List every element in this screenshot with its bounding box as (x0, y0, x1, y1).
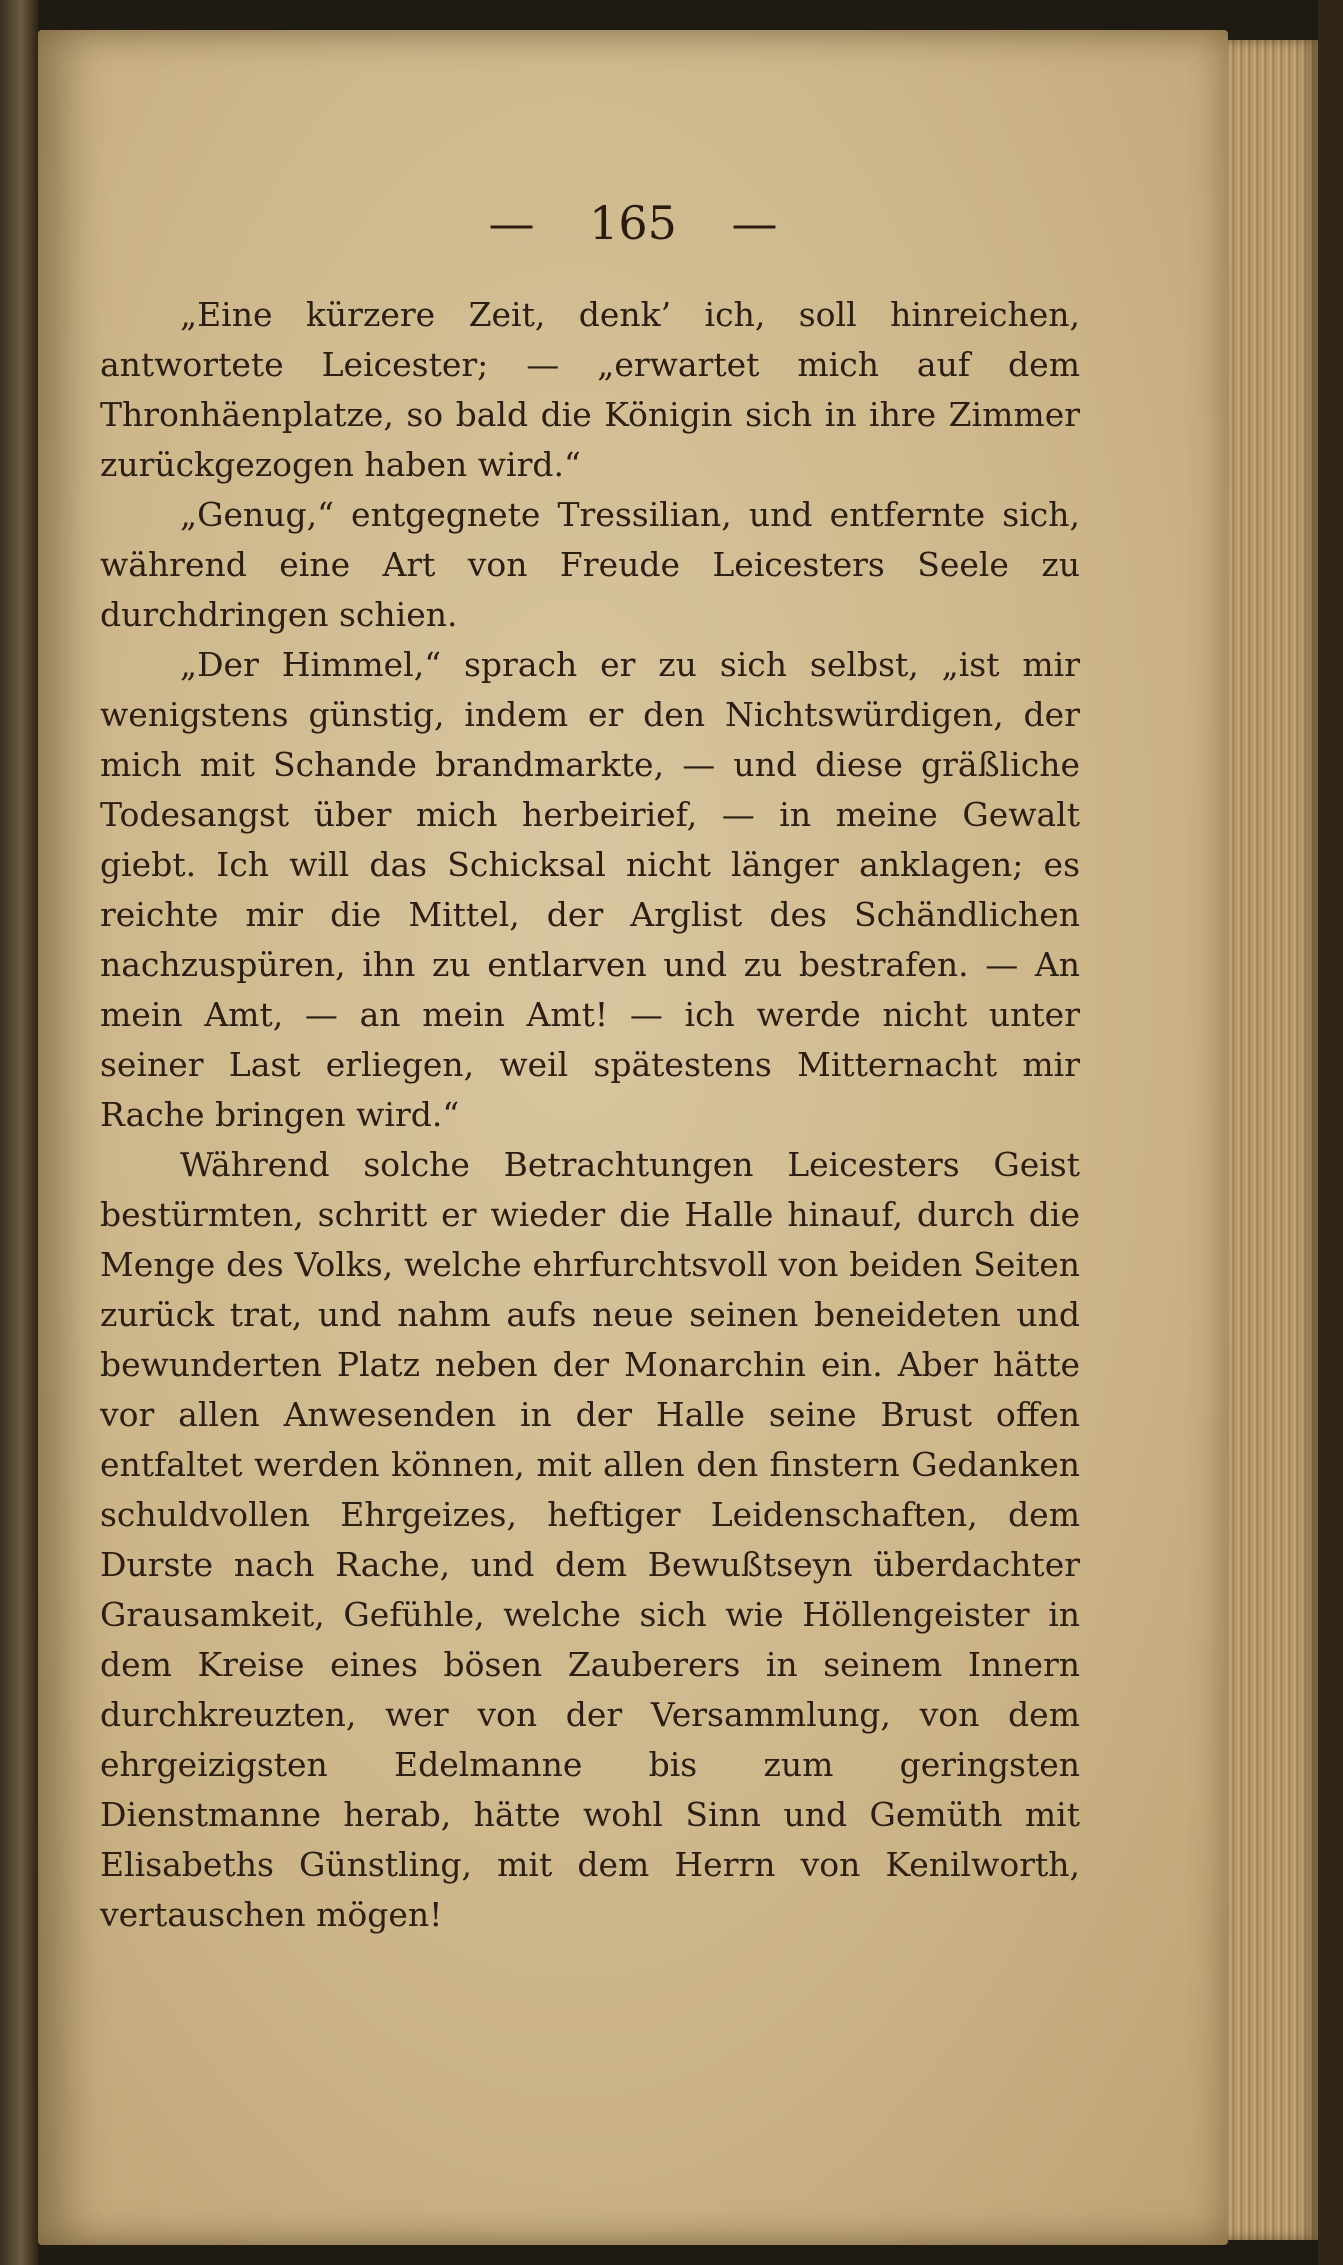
page-block-edge (1228, 40, 1318, 2240)
paragraph: „Der Himmel,“ sprach er zu sich selbst, „ist mir wenigstens günstig, indem er den Nichtswürdigen, der mich mit Schande brandmarkte, — und diese gräßliche Todesangst über mich herbeirief, — in meine Gewalt giebt. Ich will das Schicksal nicht länger anklagen; es reichte mir die Mittel, der Arglist des Schändlichen nachzuspüren, ihn zu entlarven und zu bestrafen. — An mein Amt, — an mein Amt! — ich werde nicht unter seiner Last erliegen, weil spätestens Mitternacht mir Rache bringen wird.“ (100, 645, 1080, 1134)
header-dash-right: — (731, 196, 778, 250)
header-dash-left: — (488, 196, 535, 250)
page-header (38, 196, 1228, 250)
paragraph: „Eine kürzere Zeit, denk’ ich, soll hinreichen, antwortete Leicester; — „erwartet mich auf dem Thronhäenplatze, so bald die Königin sich in ihre Zimmer zurückgezogen haben wird.“ (100, 295, 1080, 484)
body-text (100, 290, 1080, 1940)
book-cover-edge (1318, 0, 1343, 2265)
left-page-edge (0, 0, 38, 2265)
paragraph: Während solche Betrachtungen Leicesters Geist bestürmten, schritt er wieder die Halle hinauf, durch die Menge des Volks, welche ehrfurchtsvoll von beiden Seiten zurück trat, und nahm aufs neue seinen beneideten und bewunderten Platz neben der Monarchin ein. Aber hätte vor allen Anwesenden in der Halle seine Brust offen entfaltet werden können, mit allen den finstern Gedanken schuldvollen Ehrgeizes, heftiger Leidenschaften, dem Durste nach Rache, und dem Bewußtseyn überdachter Grausamkeit, Gefühle, welche sich wie Höllengeister in dem Kreise eines bösen Zauberers in seinem Innern durchkreuzten, wer von der Versammlung, von dem ehrgeizigsten Edelmanne bis zum geringsten Dienstmanne herab, hätte wohl Sinn und Gemüth mit Elisabeths Günstling, mit dem Herrn von Kenilworth, vertauschen mögen! (100, 1145, 1080, 1934)
paragraph: „Genug,“ entgegnete Tressilian, und entfernte sich, während eine Art von Freude Leicesters Seele zu durchdringen schien. (100, 495, 1080, 634)
page-number: 165 (589, 196, 677, 250)
